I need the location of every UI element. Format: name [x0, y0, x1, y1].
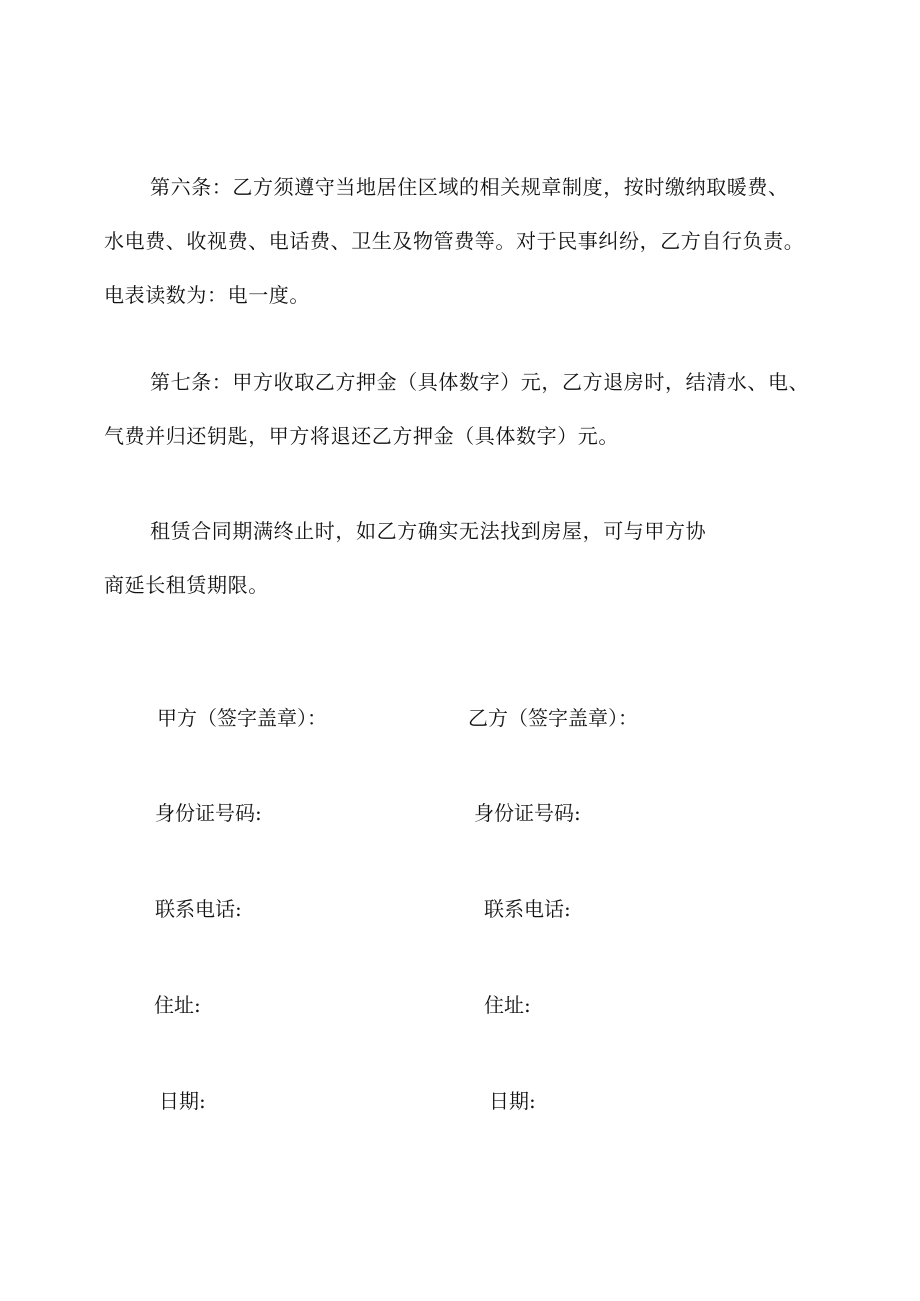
party-b-date-label: 日期: — [489, 1089, 536, 1113]
party-a-date-label: 日期: — [159, 1089, 206, 1113]
party-b-sign-label: 乙方（签字盖章）： — [468, 706, 638, 730]
article-6-line-2: 水电费、收视费、电话费、卫生及物管费等。对于民事纠纷，乙方自行负责。 — [104, 229, 805, 253]
party-a-address-label: 住址: — [154, 993, 201, 1017]
party-b-address-label: 住址: — [484, 993, 531, 1017]
party-a-id-label: 身份证号码: — [155, 801, 262, 825]
party-b-id-label: 身份证号码: — [474, 801, 581, 825]
party-b-phone-label: 联系电话: — [484, 897, 571, 921]
article-6-line-3: 电表读数为：电一度。 — [104, 283, 310, 307]
article-7-line-1: 第七条：甲方收取乙方押金（具体数字）元，乙方退房时，结清水、电、 — [150, 370, 810, 394]
article-6-line-1: 第六条：乙方须遵守当地居住区域的相关规章制度，按时缴纳取暖费、 — [150, 175, 789, 199]
article-7-line-2: 气费并归还钥匙，甲方将退还乙方押金（具体数字）元。 — [104, 424, 619, 448]
party-a-sign-label: 甲方（签字盖章）： — [157, 706, 327, 730]
extension-line-1: 租赁合同期满终止时，如乙方确实无法找到房屋，可与甲方协 — [150, 519, 707, 543]
party-a-phone-label: 联系电话: — [155, 897, 242, 921]
extension-line-2: 商延长租赁期限。 — [104, 573, 269, 597]
